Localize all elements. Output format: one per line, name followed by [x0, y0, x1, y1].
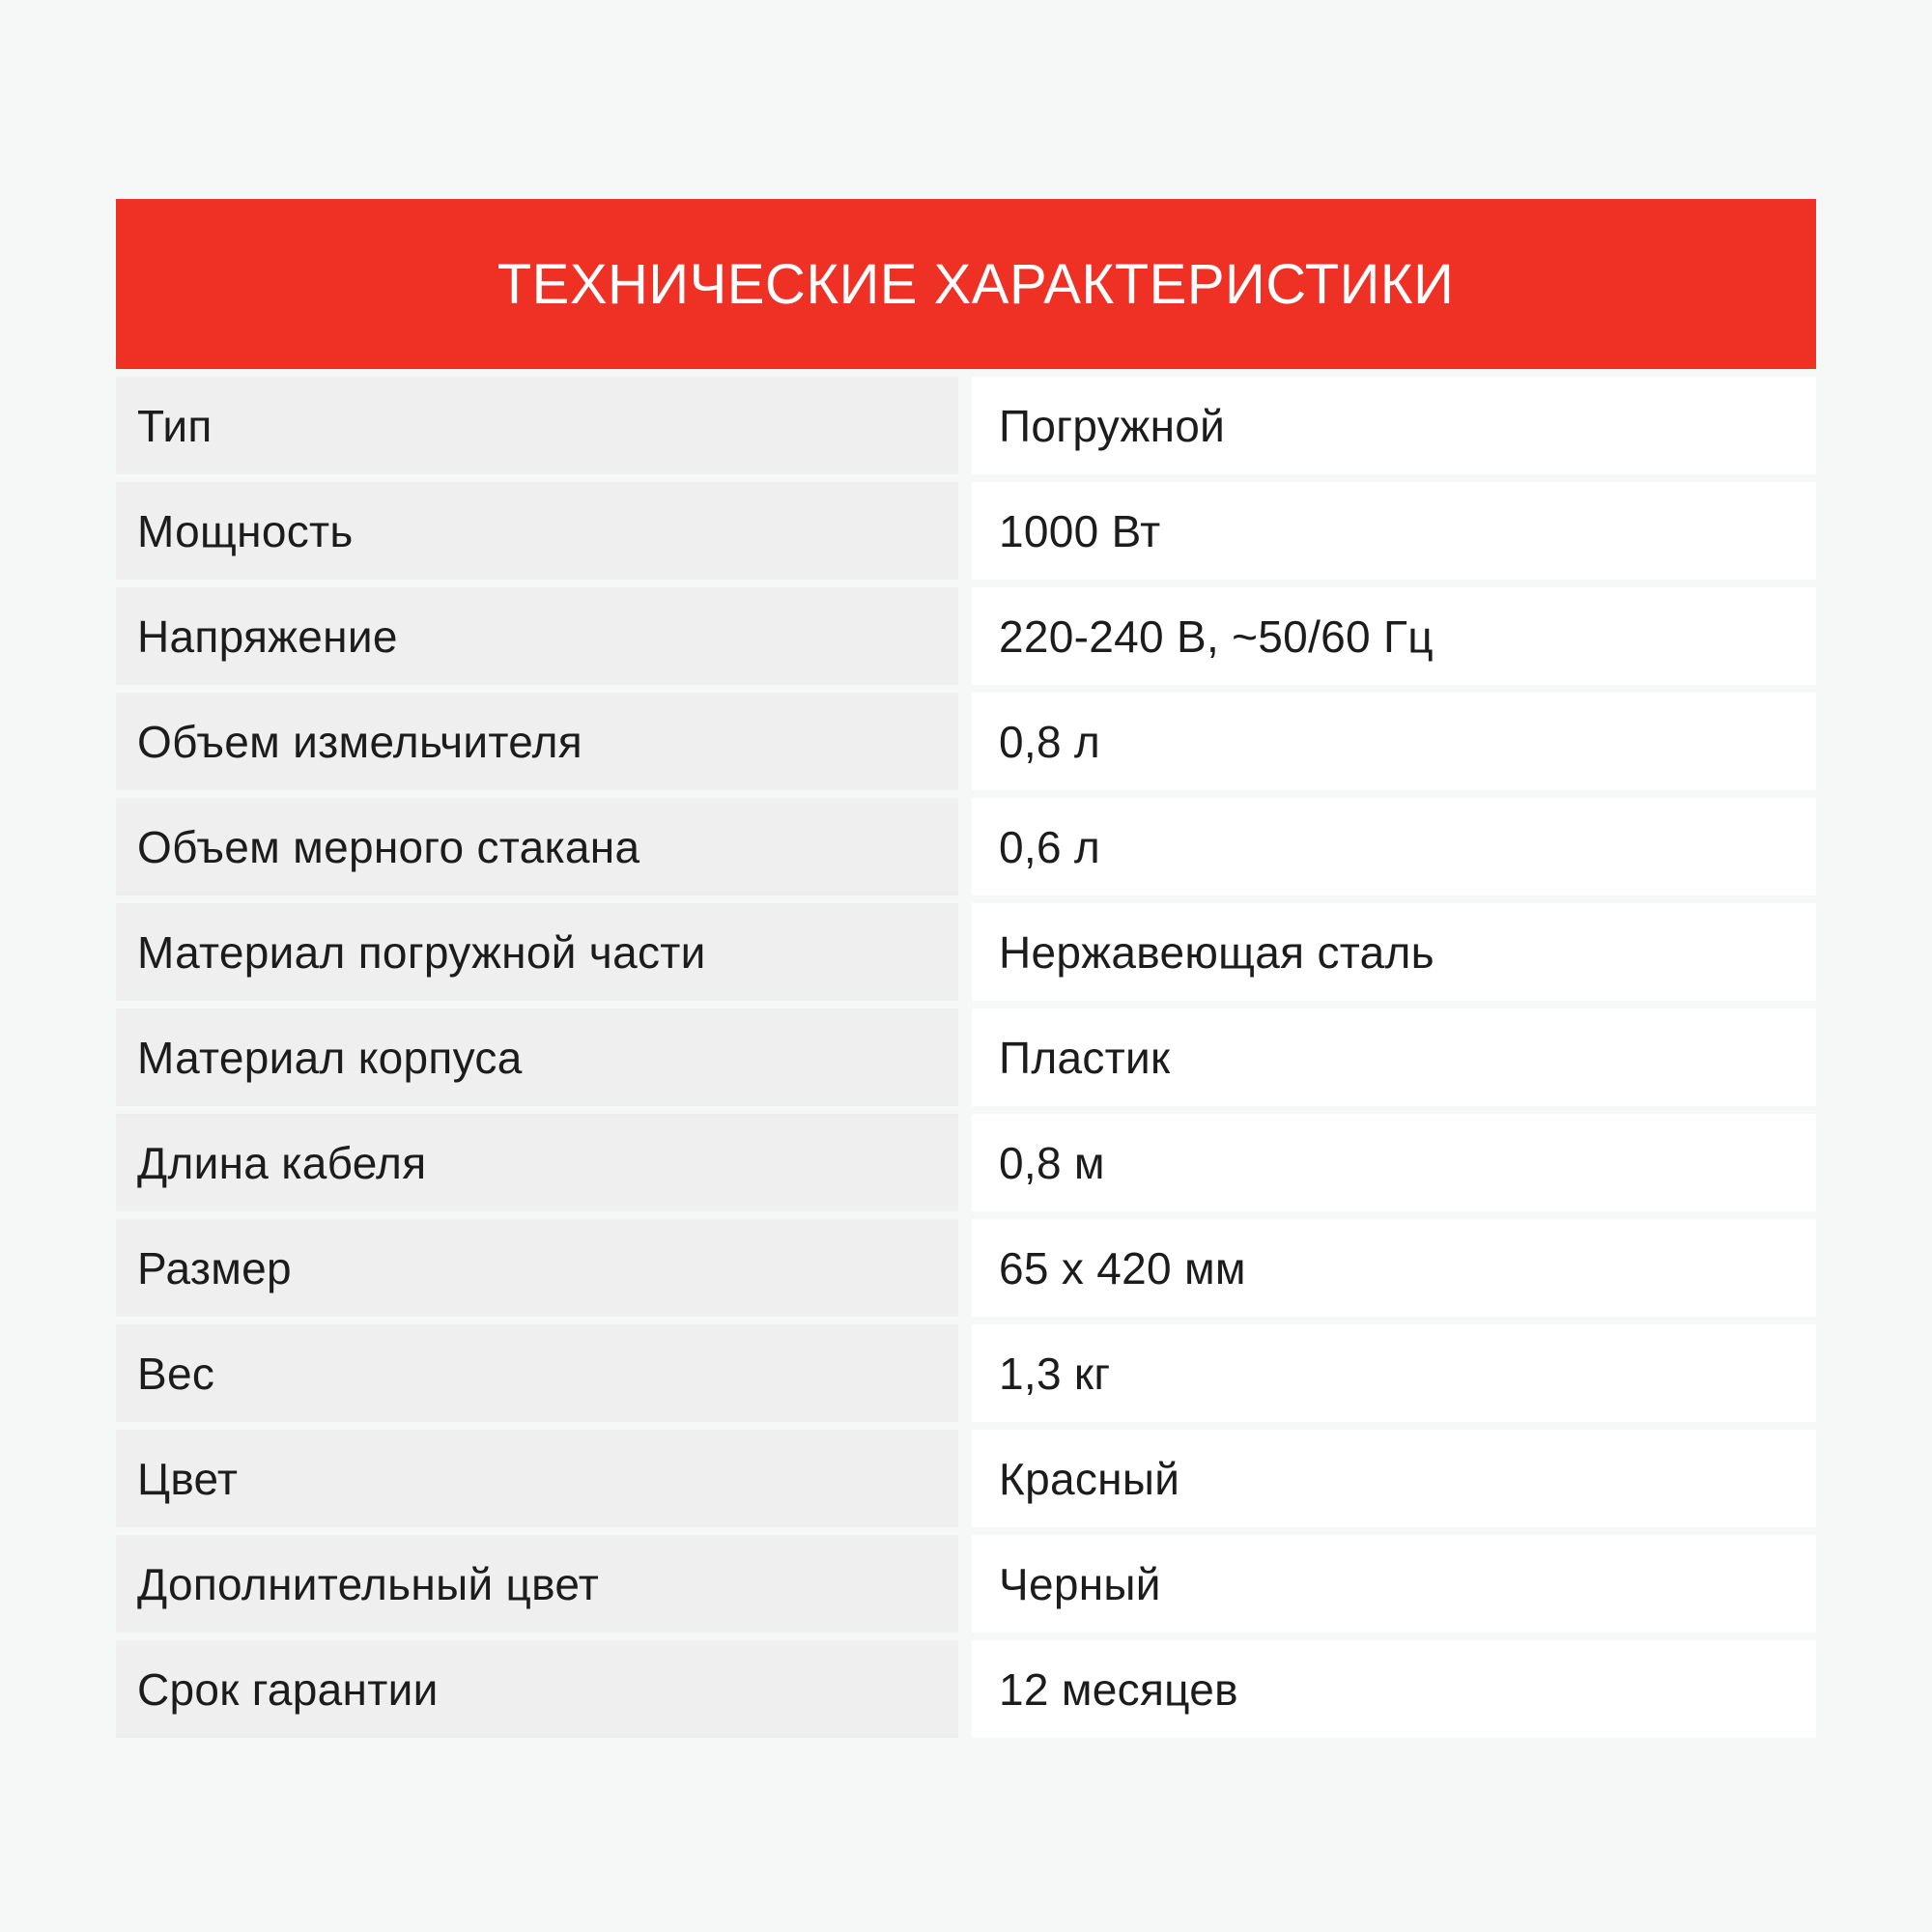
spec-value: 65 х 420 мм [999, 1242, 1246, 1293]
spec-value-cell [972, 693, 1816, 790]
spec-label: Напряжение [137, 611, 398, 662]
spec-label-cell [116, 1009, 958, 1106]
spec-row [116, 1114, 1816, 1211]
spec-value: 0,8 м [999, 1137, 1105, 1188]
spec-value-cell [972, 377, 1816, 474]
spec-row [116, 798, 1816, 895]
spec-label-cell [116, 1430, 958, 1527]
spec-row [116, 1535, 1816, 1633]
spec-value-cell [972, 1324, 1816, 1422]
spec-row [116, 587, 1816, 685]
spec-rows [116, 377, 1816, 1738]
spec-value: Нержавеющая сталь [999, 926, 1435, 978]
spec-row [116, 1324, 1816, 1422]
spec-label: Объем измельчителя [137, 716, 582, 767]
spec-label-cell [116, 1219, 958, 1317]
spec-value: Пластик [999, 1032, 1171, 1083]
spec-label: Мощность [137, 505, 354, 556]
spec-value: Черный [999, 1558, 1161, 1609]
spec-label-cell [116, 1114, 958, 1211]
spec-value-cell [972, 587, 1816, 685]
spec-label: Цвет [137, 1453, 239, 1504]
spec-value-cell [972, 1219, 1816, 1317]
spec-table-title: ТЕХНИЧЕСКИЕ ХАРАКТЕРИСТИКИ [497, 252, 1455, 316]
spec-row [116, 482, 1816, 580]
spec-row [116, 377, 1816, 474]
spec-row [116, 1430, 1816, 1527]
spec-label: Материал корпуса [137, 1032, 523, 1083]
spec-label: Размер [137, 1242, 292, 1293]
spec-label-cell [116, 693, 958, 790]
spec-value: 1,3 кг [999, 1348, 1111, 1399]
spec-label-cell [116, 1324, 958, 1422]
spec-value-cell [972, 1640, 1816, 1738]
spec-value: 1000 Вт [999, 505, 1161, 556]
spec-table-header [116, 199, 1816, 369]
spec-label: Вес [137, 1348, 215, 1399]
spec-row [116, 1009, 1816, 1106]
spec-table [116, 199, 1816, 1738]
spec-value: 12 месяцев [999, 1663, 1238, 1715]
spec-row [116, 1640, 1816, 1738]
spec-label-cell [116, 1535, 958, 1633]
spec-value-cell [972, 1009, 1816, 1106]
spec-value-cell [972, 798, 1816, 895]
spec-value-cell [972, 1430, 1816, 1527]
spec-label: Объем мерного стакана [137, 821, 640, 872]
spec-label-cell [116, 377, 958, 474]
spec-label-cell [116, 482, 958, 580]
spec-value: 220-240 В, ~50/60 Гц [999, 611, 1434, 662]
spec-row [116, 693, 1816, 790]
spec-value-cell [972, 1114, 1816, 1211]
spec-label: Материал погружной части [137, 926, 706, 978]
spec-value: Красный [999, 1453, 1180, 1504]
spec-value-cell [972, 1535, 1816, 1633]
spec-label-cell [116, 1640, 958, 1738]
spec-label: Срок гарантии [137, 1663, 439, 1715]
spec-label: Тип [137, 400, 213, 451]
spec-row [116, 903, 1816, 1001]
spec-label-cell [116, 903, 958, 1001]
spec-row [116, 1219, 1816, 1317]
spec-value: Погружной [999, 400, 1226, 451]
spec-label: Дополнительный цвет [137, 1558, 600, 1609]
spec-value-cell [972, 903, 1816, 1001]
spec-value: 0,6 л [999, 821, 1101, 872]
spec-label: Длина кабеля [137, 1137, 427, 1188]
spec-value-cell [972, 482, 1816, 580]
spec-label-cell [116, 798, 958, 895]
spec-label-cell [116, 587, 958, 685]
spec-value: 0,8 л [999, 716, 1101, 767]
